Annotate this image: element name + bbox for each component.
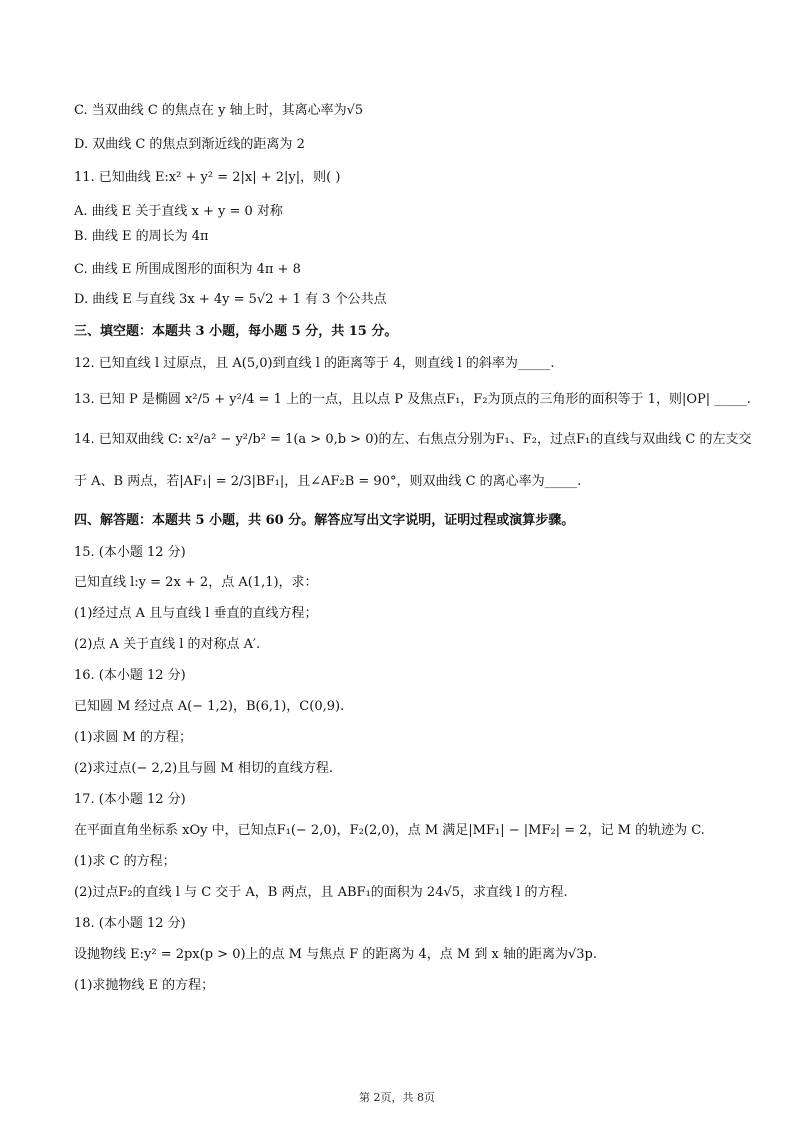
question-15-part-1: (1)经过点 A 且与直线 l 垂直的直线方程； (74, 606, 318, 621)
question-11: 11. 已知曲线 E:x² + y² = 2|x| + 2|y|，则( ) (74, 170, 341, 185)
question-15-part-2: (2)点 A 关于直线 l 的对称点 A′. (74, 637, 261, 652)
option-c-q10: C. 当双曲线 C 的焦点在 y 轴上时，其离心率为√5 (74, 103, 364, 118)
question-16-header: 16. (本小题 12 分) (74, 668, 186, 683)
option-a-q11: A. 曲线 E 关于直线 x + y = 0 对称 (74, 204, 283, 219)
section-answer-heading: 四、解答题：本题共 5 小题，共 60 分。解答应写出文字说明，证明过程或演算步骤。 (74, 513, 575, 528)
question-18-header: 18. (本小题 12 分) (74, 916, 186, 931)
question-16-stem: 已知圆 M 经过点 A(− 1,2)，B(6,1)，C(0,9). (74, 699, 345, 714)
question-18-stem: 设抛物线 E:y² = 2px(p > 0)上的点 M 与焦点 F 的距离为 4，点 M 到 x 轴的距离为√3p. (74, 947, 597, 962)
question-15-header: 15. (本小题 12 分) (74, 545, 186, 560)
question-16-part-2: (2)求过点(− 2,2)且与圆 M 相切的直线方程. (74, 761, 333, 776)
question-12: 12. 已知直线 l 过原点，且 A(5,0)到直线 l 的距离等于 4，则直线 l 的斜率为_____. (74, 356, 555, 371)
question-16-part-1: (1)求圆 M 的方程； (74, 730, 192, 745)
question-18-part-1: (1)求抛物线 E 的方程； (74, 978, 215, 993)
question-14-line-2: 于 A、B 两点，若|AF₁| = 2/3|BF₁|，且∠AF₂B = 90°，则双曲线 C 的离心率为_____. (74, 474, 582, 489)
option-d-q11: D. 曲线 E 与直线 3x + 4y = 5√2 + 1 有 3 个公共点 (74, 292, 387, 307)
question-13: 13. 已知 P 是椭圆 x²/5 + y²/4 = 1 上的一点，且以点 P 及焦点F₁，F₂为顶点的三角形的面积等于 1，则|OP| _____. (74, 392, 751, 407)
section-fill-in-heading: 三、填空题：本题共 3 小题，每小题 5 分，共 15 分。 (74, 324, 398, 339)
option-d-q10: D. 双曲线 C 的焦点到渐近线的距离为 2 (74, 137, 305, 152)
option-c-q11: C. 曲线 E 所围成图形的面积为 4π + 8 (74, 262, 301, 277)
question-17-part-1: (1)求 C 的方程； (74, 854, 176, 869)
page-number-footer: 第 2页，共 8页 (359, 1091, 435, 1104)
question-14-line-1: 14. 已知双曲线 C: x²/a² − y²/b² = 1(a > 0,b > 0)的左、右焦点分别为F₁、F₂，过点F₁的直线与双曲线 C 的左支交 (74, 432, 752, 447)
question-17-stem: 在平面直角坐标系 xOy 中，已知点F₁(− 2,0)，F₂(2,0)，点 M 满足|MF₁| − |MF₂| = 2，记 M 的轨迹为 C. (74, 823, 705, 838)
question-17-header: 17. (本小题 12 分) (74, 792, 186, 807)
question-15-stem: 已知直线 l:y = 2x + 2，点 A(1,1)，求： (74, 575, 318, 590)
option-b-q11: B. 曲线 E 的周长为 4π (74, 229, 209, 244)
question-17-part-2: (2)过点F₂的直线 l 与 C 交于 A，B 两点，且 ABF₁的面积为 24√5，求直线 l 的方程. (74, 885, 568, 900)
